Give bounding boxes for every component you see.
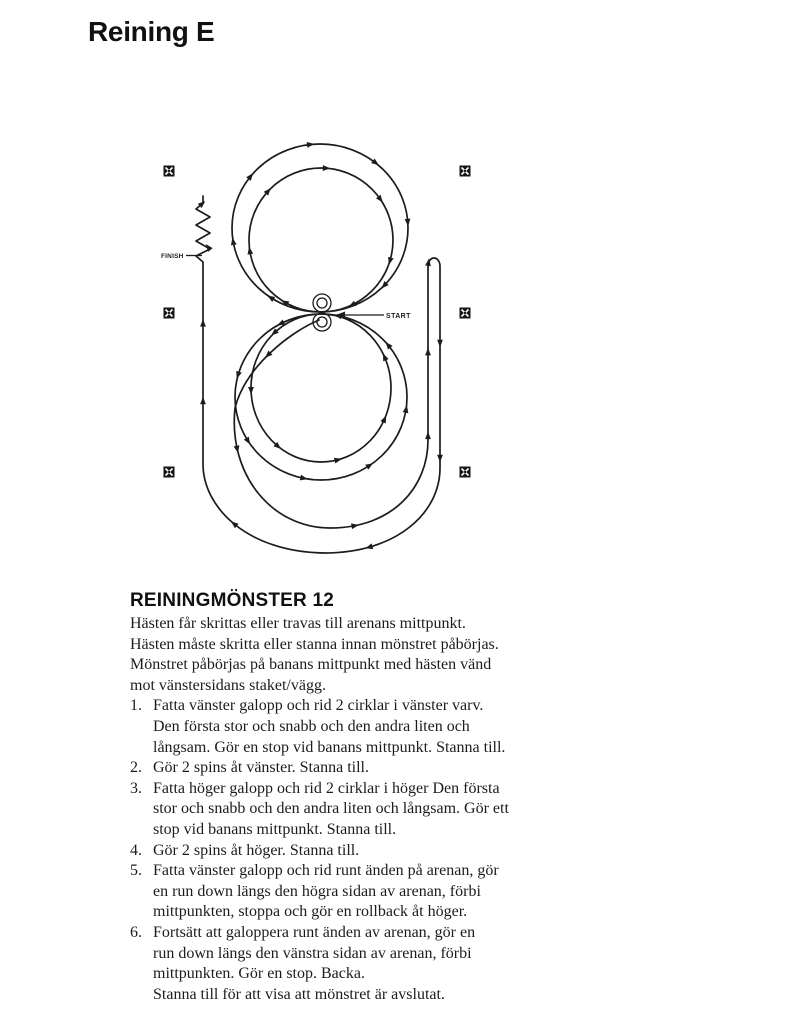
text-line: Fortsätt att galoppera runt änden av arenan, gör en <box>153 923 476 941</box>
step-number: 3. <box>130 779 142 797</box>
top-circles-path <box>232 144 408 312</box>
direction-arrow-icon <box>405 219 411 227</box>
pattern-figure <box>130 130 495 595</box>
direction-arrow-icon <box>425 432 431 440</box>
text-line: Mönstret påbörjas på banans mittpunkt med hästen vänd <box>130 656 492 674</box>
text-line: Hästen får skrittas eller travas till arenans mittpunkt. <box>130 615 466 632</box>
pattern-description <box>130 589 582 1005</box>
step-item-4 <box>130 841 582 862</box>
step-number: 1. <box>130 697 142 715</box>
start-label: START <box>386 313 411 320</box>
direction-arrow-icon <box>248 387 254 395</box>
step-text <box>153 923 582 985</box>
step-item-6 <box>130 923 582 985</box>
step-item-5 <box>130 861 582 923</box>
step-text <box>153 779 582 841</box>
text-line: långsam. Gör en stop vid banans mittpunkt. Stanna till. <box>153 738 506 756</box>
direction-arrow-icon <box>437 340 443 348</box>
text-line: run down längs den vänstra sidan av arenan, förbi <box>153 944 472 962</box>
direction-arrow-icon <box>425 348 431 356</box>
text-line: mot vänstersidans staket/vägg. <box>130 676 326 694</box>
step-text <box>153 861 582 923</box>
direction-arrow-icon <box>323 165 331 171</box>
direction-arrow-icon <box>380 414 388 423</box>
step-text <box>153 841 582 862</box>
step-number: 6. <box>130 923 142 941</box>
text-line: Fatta höger galopp och rid 2 cirklar i höger Den första <box>153 779 500 797</box>
direction-arrow-icon <box>200 319 206 327</box>
step-item-3 <box>130 779 582 841</box>
step-text <box>153 758 582 779</box>
direction-arrow-icon <box>437 455 443 463</box>
text-line: en run down längs den högra sidan av arenan, förbi <box>153 882 481 900</box>
text-line: Gör 2 spins åt vänster. Stanna till. <box>153 759 369 777</box>
text-line: mittpunkten, stoppa och gör en rollback åt höger. <box>153 903 468 921</box>
page-title: Reining E <box>88 16 215 47</box>
text-line: mittpunkten. Gör en stop. Backa. <box>153 965 365 983</box>
step-number: 5. <box>130 862 142 880</box>
pattern-intro <box>130 614 582 696</box>
step-number: 2. <box>130 759 142 777</box>
step-item-2 <box>130 758 582 779</box>
pattern-heading: REININGMÖNSTER 12 <box>130 590 334 611</box>
bottom-circles-path <box>235 314 407 480</box>
step-number: 4. <box>130 841 142 859</box>
direction-arrow-icon <box>364 543 373 551</box>
direction-arrow-icon <box>380 352 388 361</box>
text-line: Gör 2 spins åt höger. Stanna till. <box>153 841 360 859</box>
text-line: Hästen måste skritta eller stanna innan mönstret påbörjas. <box>130 635 499 653</box>
direction-arrow-icon <box>307 141 315 148</box>
direction-arrow-icon <box>200 397 206 405</box>
reining-pattern-diagram <box>130 130 495 595</box>
step-text <box>153 696 582 758</box>
finish-label: FINISH <box>161 253 184 260</box>
text-line: stor och snabb och den andra liten och långsam. Gör ett <box>153 800 509 818</box>
text-line: Fatta vänster galopp och rid 2 cirklar i vänster varv. <box>153 697 484 715</box>
text-line: Den första stor och snabb och den andra liten och <box>153 717 470 735</box>
text-line: Fatta vänster galopp och rid runt änden på arenan, gör <box>153 862 499 880</box>
closing-line: Stanna till för att visa att mönstret är avslutat. <box>153 985 445 1003</box>
text-line: stop vid banans mittpunkt. Stanna till. <box>153 820 397 838</box>
step-item-1 <box>130 696 582 758</box>
